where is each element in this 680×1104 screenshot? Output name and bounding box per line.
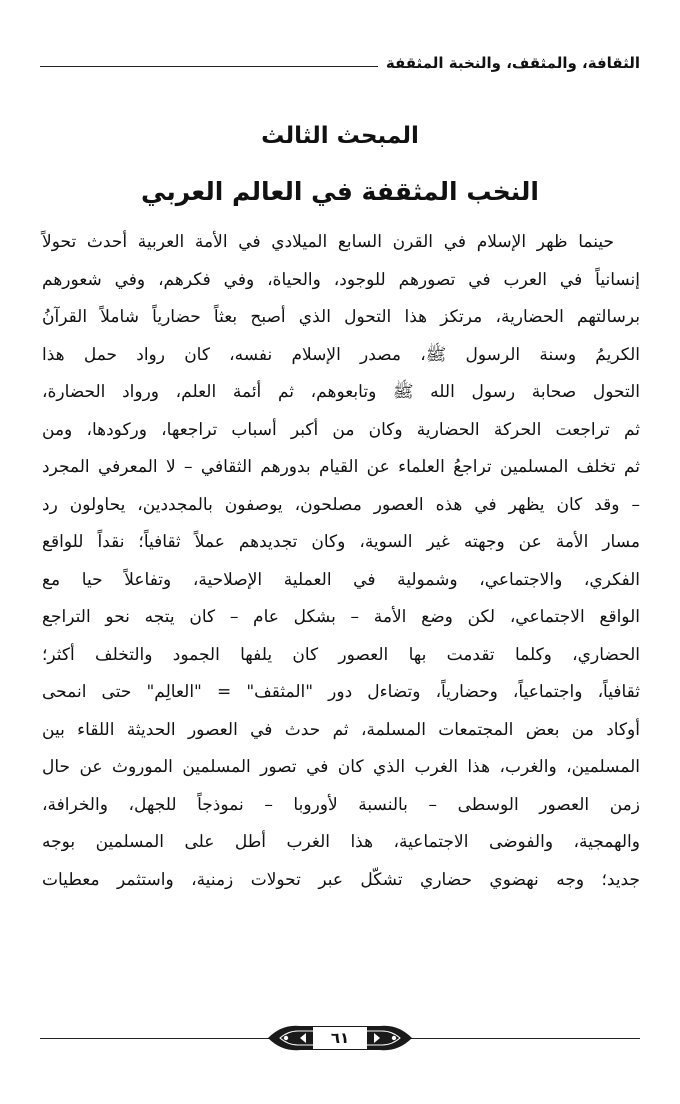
body-line: أوكاد من بعض المجتمعات المسلمة، ثم حدث في العصور الحديثة اللقاء بين	[42, 719, 640, 740]
body-line: جديد؛ وجه نهضوي حضاري تشكّل عبر تحولات زمنية، واستثمر معطيات	[42, 869, 640, 890]
section-subheading: النخب المثقفة في العالم العربي	[141, 177, 539, 206]
body-line: المسلمين، والغرب، هذا الغرب الذي كان في تصور المسلمين الموروث عن حال	[42, 757, 640, 777]
body-line: الفكري، والاجتماعي، وشمولية في العملية الإصلاحية، وتفاعلاً حيا مع	[42, 569, 640, 590]
body-line: برسالتهم الحضارية، مرتكز هذا التحول الذي أصبح بعثاً حضارياً شاملاً القرآنُ	[42, 307, 640, 327]
page-number: ٦١	[313, 1027, 367, 1049]
body-line: ثم تخلف المسلمين تراجعُ العلماء عن القيام بدورهم الثقافي – لا المعرفي المجرد	[42, 457, 640, 477]
body-line: الواقع الاجتماعي، لكن وضع الأمة – بشكل عام – كان يتجه نحو التراجع	[42, 607, 640, 627]
body-line: والهمجية، والفوضى الاجتماعية، هذا الغرب أطل على المسلمين بوجه	[42, 832, 640, 852]
body-line: التحول صحابة رسول الله ﷺ وتابعوهم، ثم أئمة العلم، ورواد الحضارة،	[42, 382, 640, 402]
section-heading: المبحث الثالث	[261, 123, 419, 149]
body-line: حينما ظهر الإسلام في القرن السابع الميلادي في الأمة العربية أحدث تحولاً	[42, 232, 614, 252]
body-line: زمن العصور الوسطى – بالنسبة لأوروبا – نموذجاً للجهل، والخرافة،	[42, 794, 640, 815]
body-line: الحضاري، وكلما تقدمت بها العصور كان يلفها الجمود والتخلف أكثر؛	[42, 644, 640, 665]
running-title: الثقافة، والمثقف، والنخبة المثقفة	[378, 54, 640, 72]
footer-rule-left	[40, 1038, 280, 1039]
body-text	[42, 224, 640, 899]
running-header	[40, 54, 640, 84]
body-line: ثم تراجعت الحركة الحضارية وكان من أكبر أسباب تراجعها، وركودها، ومن	[42, 419, 640, 440]
page-footer	[40, 1018, 640, 1058]
body-line: الكريمُ وسنة الرسول ﷺ، مصدر الإسلام نفسه، كان رواد حمل هذا	[42, 344, 640, 365]
body-line: مسار الأمة عن وجهته غير السوية، وكان تجديدهم عملاً ثقافياً؛ نقداً للواقع	[42, 532, 640, 552]
body-line: ثقافياً، واجتماعياً، وحضارياً، وتضاءل دور "المثقف" = "العالِم" حتى انمحى	[42, 682, 640, 702]
body-line: إنسانياً في العرب في تصورهم للوجود، والحياة، وفي فكرهم، وفي شعورهم	[42, 269, 640, 290]
body-line: – وقد كان يظهر في هذه العصور مصلحون، يوصفون بالمجددين، يحاولون رد	[42, 494, 640, 515]
footer-rule-right	[400, 1038, 640, 1039]
